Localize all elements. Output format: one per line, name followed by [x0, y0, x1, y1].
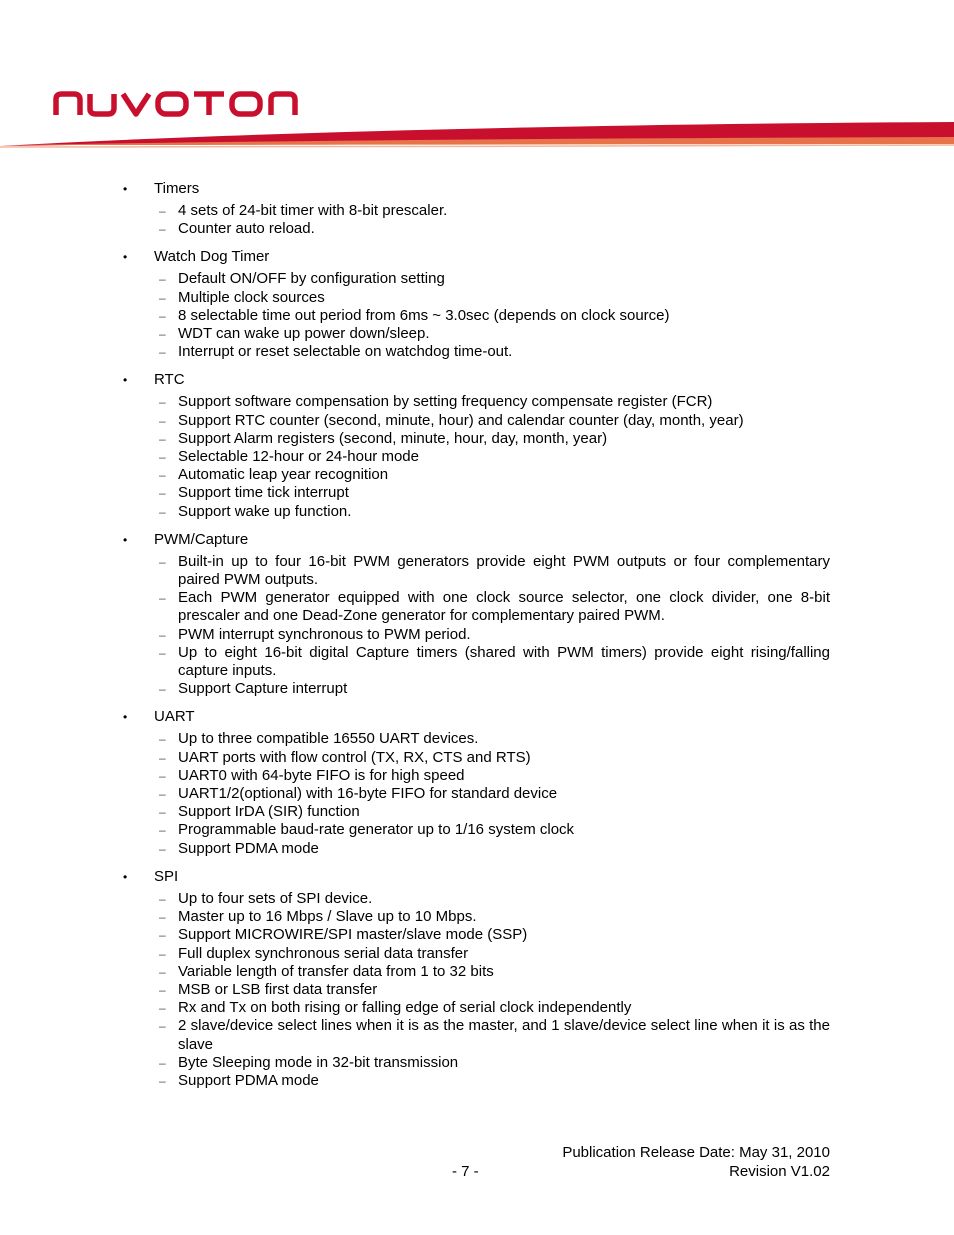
- dash-icon: –: [159, 486, 166, 501]
- section-spi: [0, 868, 954, 1090]
- list-item-text: WDT can wake up power down/sleep.: [178, 325, 430, 343]
- dash-icon: –: [159, 750, 166, 765]
- dash-icon: –: [159, 222, 166, 237]
- list-item: [0, 1017, 954, 1053]
- list-item-text: 4 sets of 24-bit timer with 8-bit prescaler.: [178, 202, 448, 219]
- dash-icon: –: [159, 290, 166, 305]
- dash-icon: –: [159, 645, 166, 660]
- list-item: [0, 202, 954, 220]
- feature-list: [0, 180, 954, 1100]
- dash-icon: –: [159, 682, 166, 697]
- list-item: [0, 680, 954, 698]
- dash-icon: –: [159, 431, 166, 446]
- list-item: [0, 840, 954, 858]
- dash-icon: –: [159, 805, 166, 820]
- section-heading-row: [0, 708, 954, 726]
- list-item: [0, 430, 954, 448]
- list-item: [0, 220, 954, 238]
- bullet-icon: •: [123, 373, 128, 388]
- revision: Revision V1.02: [729, 1163, 830, 1180]
- section-items: [0, 202, 954, 238]
- dash-icon: –: [159, 891, 166, 906]
- list-item-text: Support Alarm registers (second, minute, hour, day, month, year): [178, 429, 608, 447]
- list-item: [0, 412, 954, 430]
- list-item: [0, 466, 954, 484]
- list-item-text: Up to four sets of SPI device.: [178, 889, 373, 907]
- dash-icon: –: [159, 308, 166, 323]
- list-item: [0, 589, 954, 625]
- list-item: [0, 644, 954, 680]
- dash-icon: –: [159, 395, 166, 410]
- list-item: [0, 626, 954, 644]
- section-heading-row: [0, 371, 954, 389]
- dash-icon: –: [159, 841, 166, 856]
- dash-icon: –: [159, 591, 166, 606]
- page-number: - 7 -: [452, 1163, 479, 1180]
- list-item: [0, 553, 954, 589]
- section-timers: [0, 180, 954, 238]
- list-item-text: Support IrDA (SIR) function: [178, 803, 360, 821]
- list-item: [0, 785, 954, 803]
- list-item-text: Master up to 16 Mbps / Slave up to 10 Mbps.: [178, 908, 477, 926]
- list-item-text: MSB or LSB first data transfer: [178, 980, 378, 998]
- dash-icon: –: [159, 964, 166, 979]
- list-item: [0, 945, 954, 963]
- section-title: Timers: [154, 180, 200, 197]
- list-item-text: PWM interrupt synchronous to PWM period.: [178, 625, 471, 643]
- dash-icon: –: [159, 1001, 166, 1016]
- list-item: [0, 963, 954, 981]
- list-item-text: Up to eight 16-bit digital Capture timers (shared with PWM timers) provide eight rising/falling capture inputs.: [178, 643, 830, 680]
- section-title: RTC: [154, 371, 185, 389]
- list-item-text: Selectable 12-hour or 24-hour mode: [178, 448, 419, 466]
- list-item: [0, 890, 954, 908]
- header-swoosh: [0, 110, 954, 155]
- list-item: [0, 307, 954, 325]
- dash-icon: –: [159, 946, 166, 961]
- list-item-text: Multiple clock sources: [178, 288, 325, 306]
- dash-icon: –: [159, 204, 166, 218]
- dash-icon: –: [159, 982, 166, 997]
- section-heading-row: [0, 531, 954, 549]
- list-item: [0, 999, 954, 1017]
- bullet-icon: •: [123, 250, 128, 265]
- list-item: [0, 270, 954, 288]
- dash-icon: –: [159, 1019, 166, 1034]
- list-item: [0, 981, 954, 999]
- list-item: [0, 749, 954, 767]
- list-item: [0, 325, 954, 343]
- list-item: [0, 484, 954, 502]
- list-item: [0, 448, 954, 466]
- bullet-icon: •: [123, 869, 128, 884]
- list-item-text: Default ON/OFF by configuration setting: [178, 270, 445, 288]
- list-item: [0, 803, 954, 821]
- dash-icon: –: [159, 910, 166, 925]
- list-item-text: UART0 with 64-byte FIFO is for high speed: [178, 766, 465, 784]
- section-pwm-capture: [0, 531, 954, 699]
- section-title: Watch Dog Timer: [154, 248, 270, 266]
- section-items: [0, 553, 954, 699]
- dash-icon: –: [159, 413, 166, 428]
- list-item-text: Byte Sleeping mode in 32-bit transmission: [178, 1053, 459, 1071]
- dash-icon: –: [159, 450, 166, 465]
- section-items: [0, 890, 954, 1090]
- dash-icon: –: [159, 504, 166, 519]
- list-item: [0, 393, 954, 411]
- list-item: [0, 908, 954, 926]
- dash-icon: –: [159, 787, 166, 802]
- list-item-text: 2 slave/device select lines when it is as the master, and 1 slave/device select line when it is as the slave: [178, 1017, 830, 1053]
- section-heading-row: [0, 248, 954, 266]
- dash-icon: –: [159, 1073, 166, 1088]
- bullet-icon: •: [123, 182, 128, 196]
- list-item-text: Support PDMA mode: [178, 1071, 319, 1089]
- list-item-text: UART ports with flow control (TX, RX, CTS and RTS): [178, 748, 531, 766]
- section-heading-row: [0, 180, 954, 198]
- list-item-text: UART1/2(optional) with 16-byte FIFO for standard device: [178, 785, 558, 803]
- list-item-text: Built-in up to four 16-bit PWM generators provide eight PWM outputs or four complementary paired PWM outputs.: [178, 552, 830, 589]
- section-items: [0, 393, 954, 520]
- list-item: [0, 821, 954, 839]
- bullet-icon: •: [123, 710, 128, 725]
- list-item: [0, 767, 954, 785]
- list-item-text: Rx and Tx on both rising or falling edge of serial clock independently: [178, 999, 632, 1017]
- list-item-text: Automatic leap year recognition: [178, 466, 389, 484]
- dash-icon: –: [159, 928, 166, 943]
- publication-date: Publication Release Date: May 31, 2010: [562, 1144, 830, 1161]
- list-item: [0, 1072, 954, 1090]
- section-watch-dog-timer: [0, 248, 954, 361]
- list-item-text: Interrupt or reset selectable on watchdog time-out.: [178, 343, 513, 361]
- list-item: [0, 503, 954, 521]
- list-item-text: Support time tick interrupt: [178, 484, 349, 502]
- list-item-text: Support wake up function.: [178, 502, 352, 520]
- dash-icon: –: [159, 1055, 166, 1070]
- section-title: UART: [154, 708, 195, 726]
- list-item-text: Each PWM generator equipped with one clock source selector, one clock divider, one 8-bit prescaler and one Dead-Zone generator for complementary paired PWM.: [178, 589, 830, 625]
- list-item-text: Counter auto reload.: [178, 220, 315, 238]
- section-rtc: [0, 371, 954, 520]
- list-item-text: Full duplex synchronous serial data transfer: [178, 944, 469, 962]
- list-item-text: Up to three compatible 16550 UART devices.: [178, 730, 479, 748]
- dash-icon: –: [159, 732, 166, 747]
- bullet-icon: •: [123, 532, 128, 547]
- dash-icon: –: [159, 327, 166, 342]
- dash-icon: –: [159, 823, 166, 838]
- list-item-text: 8 selectable time out period from 6ms ~ 3.0sec (depends on clock source): [178, 306, 670, 324]
- section-title: PWM/Capture: [154, 530, 249, 548]
- section-title: SPI: [154, 867, 179, 885]
- list-item: [0, 926, 954, 944]
- section-items: [0, 730, 954, 857]
- list-item-text: Support software compensation by setting frequency compensate register (FCR): [178, 393, 713, 411]
- dash-icon: –: [159, 272, 166, 287]
- section-items: [0, 270, 954, 361]
- dash-icon: –: [159, 627, 166, 642]
- list-item-text: Support RTC counter (second, minute, hour) and calendar counter (day, month, year): [178, 411, 744, 429]
- dash-icon: –: [159, 345, 166, 360]
- section-heading-row: [0, 868, 954, 886]
- page-header: [0, 0, 954, 160]
- list-item: [0, 289, 954, 307]
- dash-icon: –: [159, 768, 166, 783]
- list-item-text: Support PDMA mode: [178, 839, 319, 857]
- list-item: [0, 343, 954, 361]
- list-item-text: Support Capture interrupt: [178, 680, 348, 698]
- list-item-text: Support MICROWIRE/SPI master/slave mode (SSP): [178, 926, 528, 944]
- dash-icon: –: [159, 468, 166, 483]
- section-uart: [0, 708, 954, 857]
- dash-icon: –: [159, 554, 166, 569]
- list-item-text: Variable length of transfer data from 1 to 32 bits: [178, 962, 494, 980]
- list-item: [0, 1054, 954, 1072]
- list-item-text: Programmable baud-rate generator up to 1/16 system clock: [178, 821, 575, 839]
- list-item: [0, 730, 954, 748]
